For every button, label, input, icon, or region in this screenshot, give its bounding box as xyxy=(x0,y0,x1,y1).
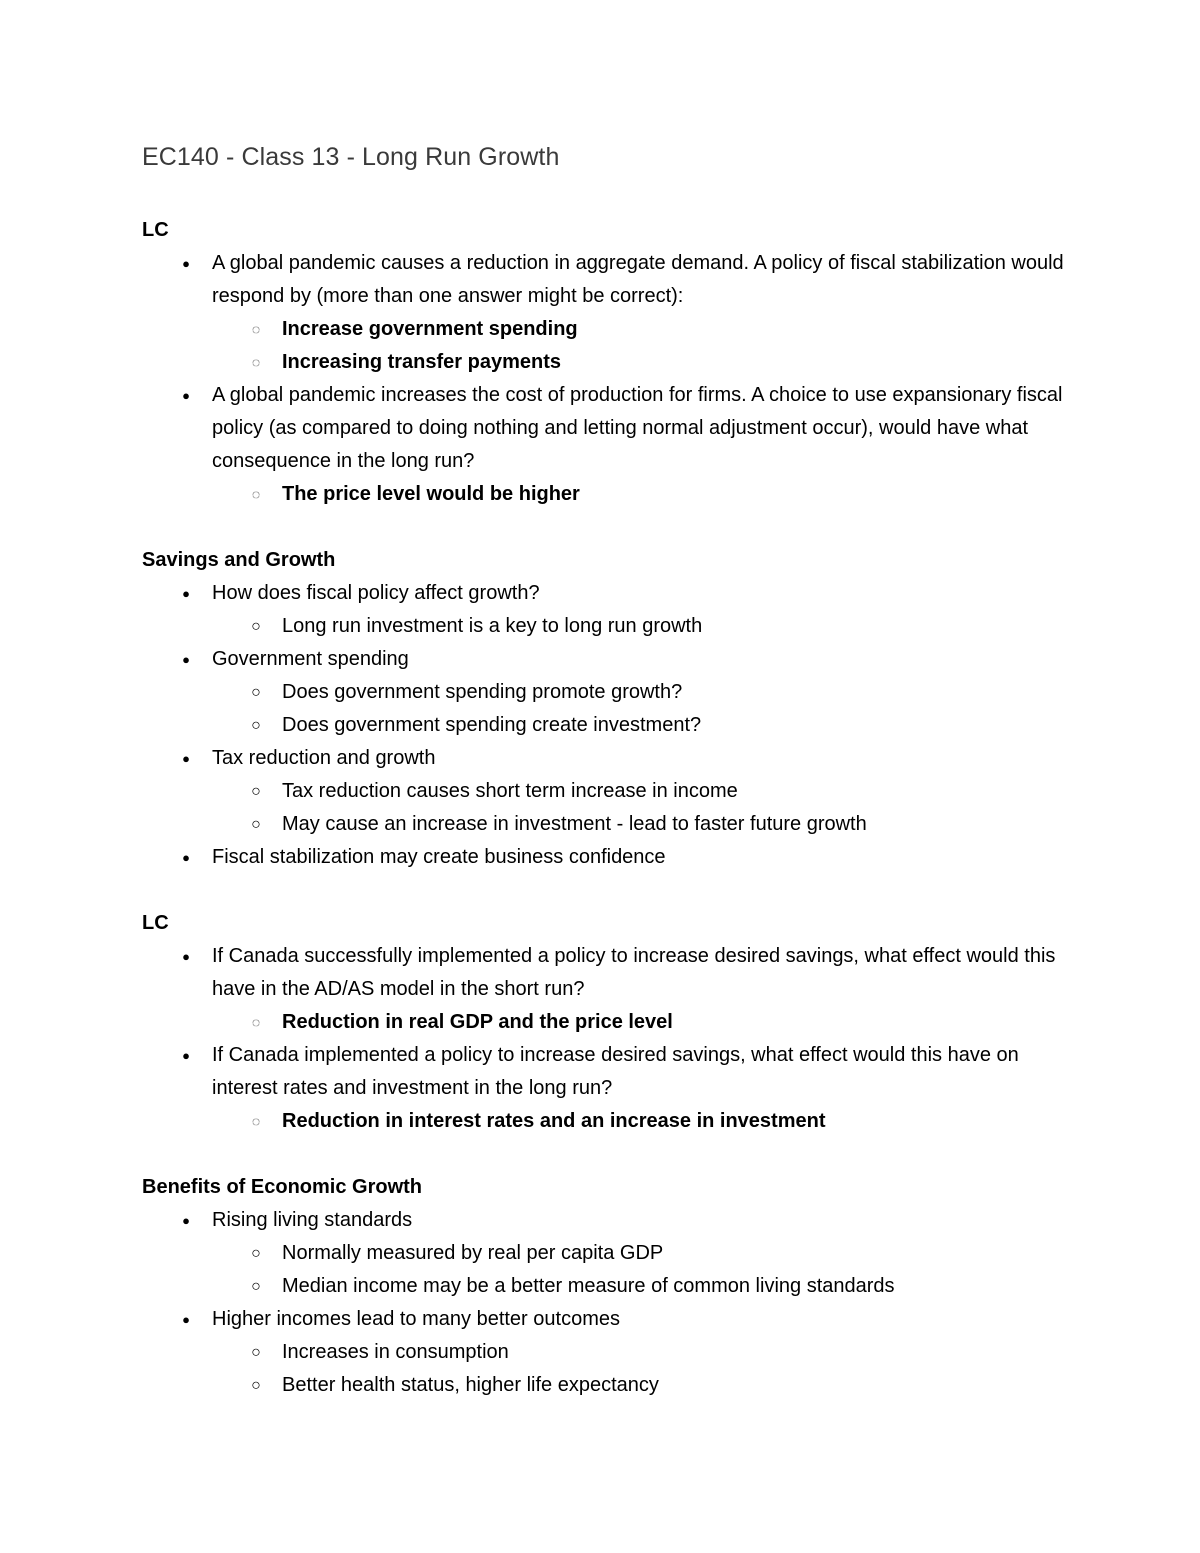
circle-icon: ○ xyxy=(251,1344,261,1361)
sub-list-item xyxy=(142,676,1082,709)
bullet-list xyxy=(142,247,1082,511)
section-heading: LC xyxy=(142,912,169,934)
bullet-icon: ● xyxy=(182,751,190,766)
sub-list-item xyxy=(142,478,1082,511)
section-heading: LC xyxy=(142,219,169,241)
bullet-icon: ● xyxy=(182,949,190,964)
circle-icon: ○ xyxy=(251,684,261,701)
section-lc-1 xyxy=(142,214,1082,511)
sub-list-item xyxy=(142,1006,1082,1039)
list-item xyxy=(142,841,1082,874)
list-item xyxy=(142,940,1082,1006)
bullet-list xyxy=(142,940,1082,1138)
sub-list-item xyxy=(142,1237,1082,1270)
list-item-text: Fiscal stabilization may create business confidence xyxy=(212,846,666,868)
bullet-icon: ● xyxy=(182,256,190,271)
circle-icon: ○ xyxy=(251,618,261,635)
document-title: EC140 - Class 13 - Long Run Growth xyxy=(142,143,560,171)
sub-list-item-text: May cause an increase in investment - lead to faster future growth xyxy=(282,813,867,835)
circle-icon: ○ xyxy=(251,1245,261,1262)
sub-list-item xyxy=(142,808,1082,841)
dotted-circle-icon: ◌ xyxy=(251,486,261,502)
sub-list-item-text: Tax reduction causes short term increase in income xyxy=(282,780,738,802)
list-item xyxy=(142,577,1082,610)
list-item-text: Government spending xyxy=(212,648,409,670)
answer-text: Reduction in real GDP and the price level xyxy=(282,1011,673,1033)
bullet-list xyxy=(142,577,1082,874)
sub-list-item-text: Normally measured by real per capita GDP xyxy=(282,1242,664,1264)
list-item-text: How does fiscal policy affect growth? xyxy=(212,582,540,604)
list-item-text: Tax reduction and growth xyxy=(212,747,436,769)
sub-list-item xyxy=(142,1336,1082,1369)
circle-icon: ○ xyxy=(251,1278,261,1295)
answer-text: The price level would be higher xyxy=(282,483,580,505)
section-heading: Benefits of Economic Growth xyxy=(142,1176,423,1198)
circle-icon: ○ xyxy=(251,1377,261,1394)
list-item-text: If Canada implemented a policy to increase desired savings, what effect would this have on interest rates and investment in the long run? xyxy=(212,1044,1019,1099)
answer-text: Reduction in interest rates and an increase in investment xyxy=(282,1110,826,1132)
section-lc-2 xyxy=(142,907,1082,1138)
answer-text: Increase government spending xyxy=(282,318,578,340)
section-heading: Savings and Growth xyxy=(142,549,336,571)
list-item xyxy=(142,379,1082,478)
list-item xyxy=(142,1039,1082,1105)
sub-list-item xyxy=(142,313,1082,346)
bullet-icon: ● xyxy=(182,388,190,403)
bullet-icon: ● xyxy=(182,1048,190,1063)
sub-list-item xyxy=(142,1270,1082,1303)
bullet-icon: ● xyxy=(182,652,190,667)
dotted-circle-icon: ◌ xyxy=(251,321,261,337)
sub-list-item xyxy=(142,709,1082,742)
bullet-list xyxy=(142,1204,1082,1402)
answer-text: Increasing transfer payments xyxy=(282,351,561,373)
sub-list-item xyxy=(142,346,1082,379)
list-item-text: A global pandemic increases the cost of production for firms. A choice to use expansionary fiscal policy (as compared to doing nothing and letting normal adjustment occur), would have what consequence in the long run? xyxy=(212,384,1063,472)
sub-list-item xyxy=(142,1105,1082,1138)
section-savings-and-growth xyxy=(142,544,1082,874)
sub-list-item xyxy=(142,1369,1082,1402)
dotted-circle-icon: ◌ xyxy=(251,1014,261,1030)
circle-icon: ○ xyxy=(251,783,261,800)
list-item xyxy=(142,742,1082,775)
list-item-text: Higher incomes lead to many better outcomes xyxy=(212,1308,620,1330)
circle-icon: ○ xyxy=(251,816,261,833)
list-item-text: Rising living standards xyxy=(212,1209,413,1231)
sub-list-item-text: Median income may be a better measure of common living standards xyxy=(282,1275,895,1297)
sub-list-item-text: Does government spending create investment? xyxy=(282,714,702,736)
document-body xyxy=(142,214,1082,1435)
sub-list-item-text: Better health status, higher life expectancy xyxy=(282,1374,659,1396)
circle-icon: ○ xyxy=(251,717,261,734)
sub-list-item-text: Long run investment is a key to long run growth xyxy=(282,615,703,637)
list-item xyxy=(142,1204,1082,1237)
section-benefits-of-economic-growth xyxy=(142,1171,1082,1402)
bullet-icon: ● xyxy=(182,1312,190,1327)
list-item xyxy=(142,247,1082,313)
sub-list-item-text: Does government spending promote growth? xyxy=(282,681,683,703)
list-item xyxy=(142,643,1082,676)
bullet-icon: ● xyxy=(182,1213,190,1228)
dotted-circle-icon: ◌ xyxy=(251,1113,261,1129)
list-item-text: If Canada successfully implemented a policy to increase desired savings, what effect would this have in the AD/AS model in the short run? xyxy=(212,945,1056,1000)
sub-list-item xyxy=(142,775,1082,808)
bullet-icon: ● xyxy=(182,850,190,865)
list-item xyxy=(142,1303,1082,1336)
dotted-circle-icon: ◌ xyxy=(251,354,261,370)
list-item-text: A global pandemic causes a reduction in aggregate demand. A policy of fiscal stabilization would respond by (more than one answer might be correct): xyxy=(212,252,1064,307)
sub-list-item-text: Increases in consumption xyxy=(282,1341,509,1363)
bullet-icon: ● xyxy=(182,586,190,601)
sub-list-item xyxy=(142,610,1082,643)
